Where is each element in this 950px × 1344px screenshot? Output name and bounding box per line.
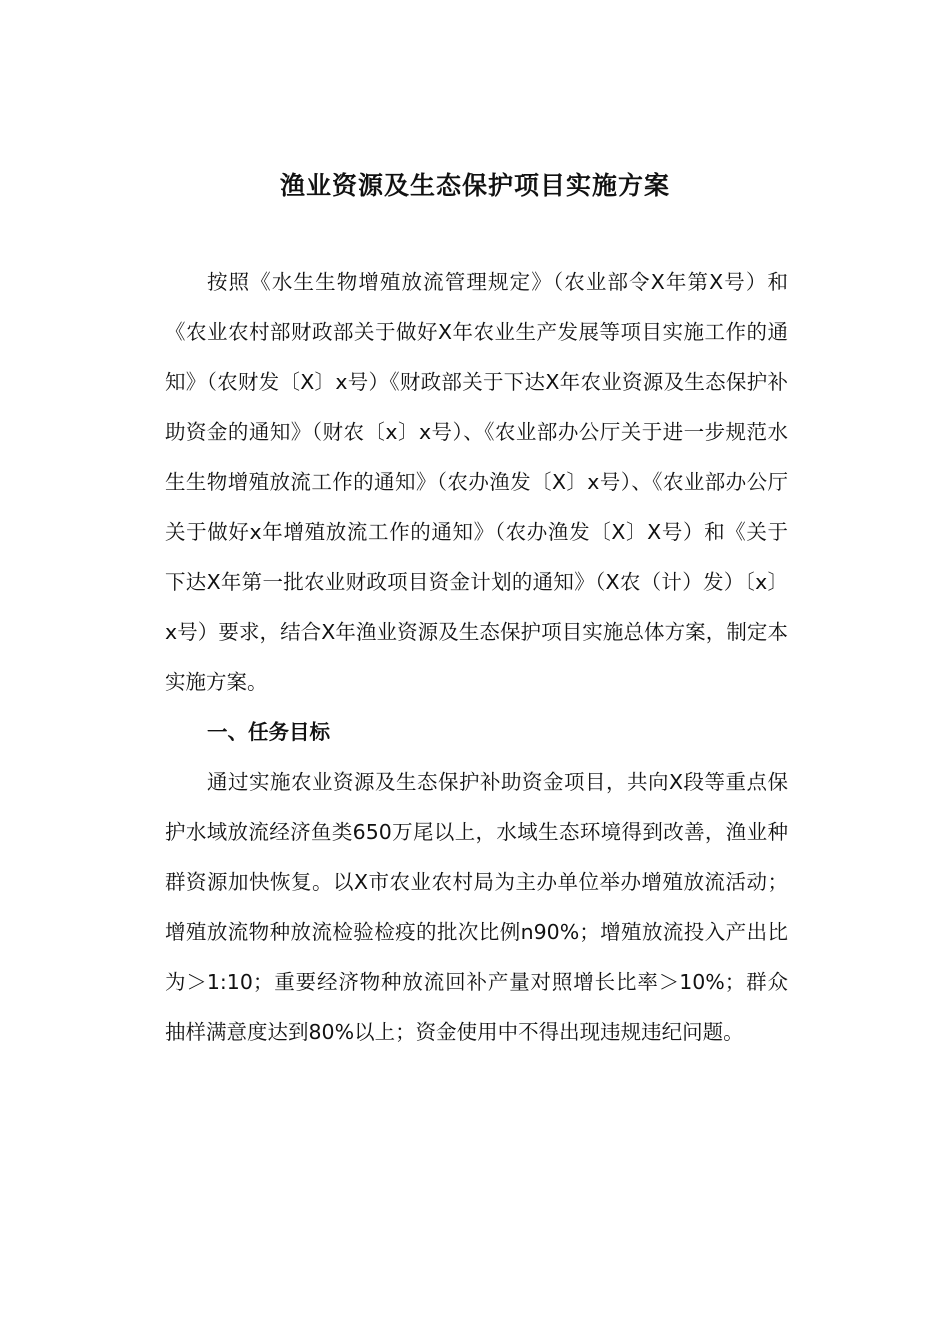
document-title: 渔业资源及生态保护项目实施方案	[279, 171, 670, 200]
section-heading-task-goals: 一、任务目标	[207, 720, 330, 744]
task-goals-paragraph: 通过实施农业资源及生态保护补助资金项目，共向X段等重点保护水域放流经济鱼类650万尾以上，水域生态环境得到改善，渔业种群资源加快恢复。以X市农业农村局为主办单位举办增殖放流活动；增殖放流物种放流检验检疫的批次比例n90%；增殖放流投入产出比为＞1:10；重要经济物种放流回补产量对照增长比率＞10%；群众抽样满意度达到80%以上；资金使用中不得出现违规违纪问题。	[165, 770, 788, 1044]
intro-paragraph: 按照《水生生物增殖放流管理规定》（农业部令X年第X号）和《农业农村部财政部关于做好X年农业生产发展等项目实施工作的通知》（农财发〔X〕x号）《财政部关于下达X年农业资源及生态保护补助资金的通知》（财农〔x〕x号）、《农业部办公厅关于进一步规范水生生物增殖放流工作的通知》（农办渔发〔X〕x号）、《农业部办公厅关于做好x年增殖放流工作的通知》（农办渔发〔X〕X号）和《关于下达X年第一批农业财政项目资金计划的通知》（X农（计）发）〔x〕x号）要求，结合X年渔业资源及生态保护项目实施总体方案，制定本实施方案。	[165, 270, 788, 694]
